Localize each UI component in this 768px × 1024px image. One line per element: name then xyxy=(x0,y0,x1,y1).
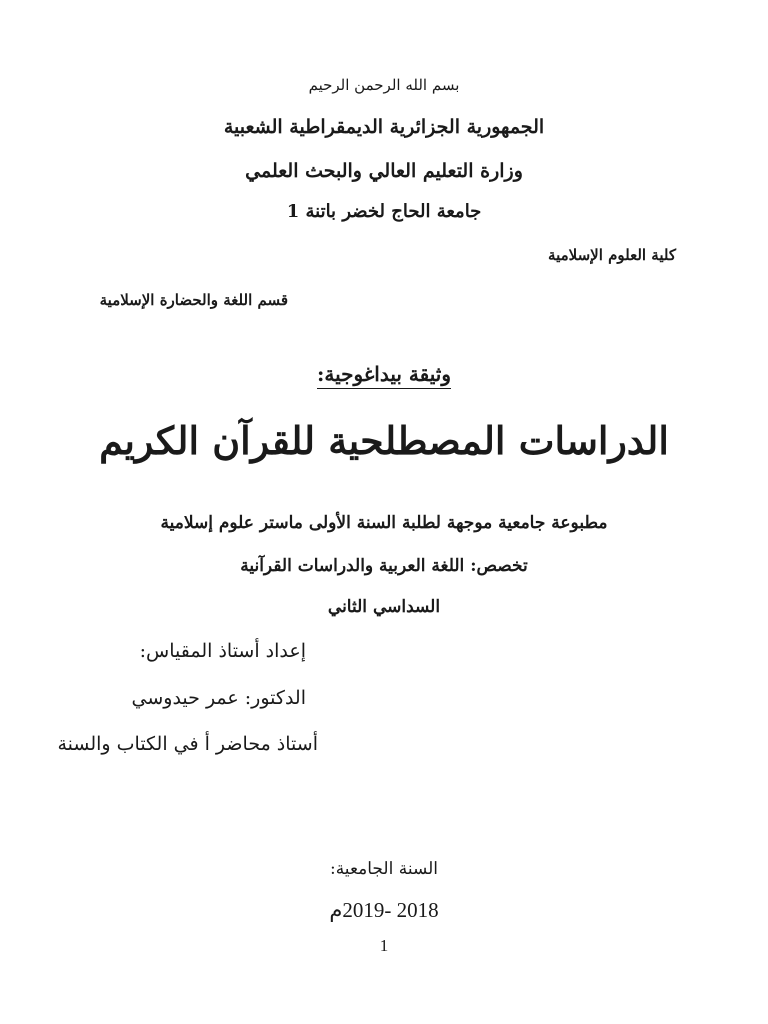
author-name: الدكتور: عمر حيدوسي xyxy=(131,687,306,709)
academic-year-value: 2018 -2019م xyxy=(329,898,439,922)
department-name: قسم اللغة والحضارة الإسلامية xyxy=(99,291,288,309)
page-number: 1 xyxy=(379,936,389,955)
audience-line: مطبوعة جامعية موجهة لطلبة السنة الأولى ماستر علوم إسلامية xyxy=(160,513,608,533)
document-type: وثيقة بيداغوجية: xyxy=(317,362,451,389)
faculty-name: كلية العلوم الإسلامية xyxy=(548,246,676,264)
university-name: جامعة الحاج لخضر باتنة 1 xyxy=(286,201,482,222)
academic-year-label: السنة الجامعية: xyxy=(329,859,439,879)
document-type-wrapper xyxy=(0,362,768,389)
author-rank: أستاذ محاضر أ في الكتاب والسنة xyxy=(57,733,318,755)
semester-line: السداسي الثاني xyxy=(327,597,441,617)
basmala: بسم الله الرحمن الرحيم xyxy=(308,76,460,94)
ministry-name: وزارة التعليم العالي والبحث العلمي xyxy=(245,160,523,182)
prepared-by-label: إعداد أستاذ المقياس: xyxy=(139,640,306,662)
specialty-line: تخصص: اللغة العربية والدراسات القرآنية xyxy=(240,556,528,576)
republic-name: الجمهورية الجزائرية الديمقراطية الشعبية xyxy=(223,116,545,138)
main-title: الدراسات المصطلحية للقرآن الكريم xyxy=(99,418,669,463)
